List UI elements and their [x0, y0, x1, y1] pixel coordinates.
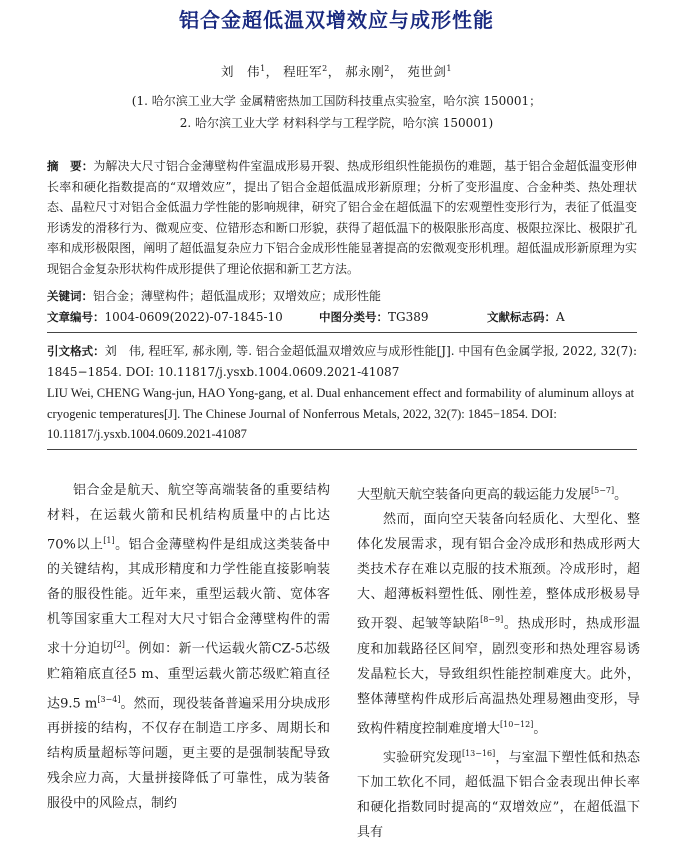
- reference-marker: [13−16]: [461, 748, 496, 758]
- body-paragraph-continued: 大型航天航空装备向更高的载运能力发展[5−7]。: [357, 486, 628, 503]
- abstract: [47, 156, 637, 279]
- author-list: 刘 伟$^1$， 程旺军$^2$， 郝永刚$^2$， 苑世剑$^1$: [221, 63, 452, 79]
- reference-marker: [5−7]: [591, 486, 615, 495]
- affiliation-1: (1. 哈尔滨工业大学 金属精密热加工国防科技重点实验室，哈尔滨 150001；: [131, 94, 542, 108]
- document-code-value: A: [556, 310, 565, 324]
- document-code-label: 文献标志码：: [487, 310, 556, 324]
- divider-top: [47, 332, 637, 333]
- citation-zh-text: 刘 伟, 程旺军, 郝永刚, 等. 铝合金超低温双增效应与成形性能[J]. 中国有色金属学报, 2022, 32(7): 1845−1854. DOI: 10.11817/j.ysxb.1004.0609.2021-41087: [47, 344, 637, 379]
- citation-en: LIU Wei, CHENG Wang-jun, HAO Yong-gang, et al. Dual enhancement effect and formability of aluminum alloys at cryogenic temperatures[J]. The Chinese Journal of Nonferrous Metals, 2022, 32(7): 1845−1854. DOI: 10.11817/j.ysxb.1004.0609.2021-41087: [47, 386, 635, 441]
- article-number-label: 文章编号：: [47, 310, 105, 324]
- author-2: 程旺军$^2$: [283, 63, 328, 79]
- body-column-left: [47, 478, 330, 816]
- clc-label: 中图分类号：: [319, 310, 388, 324]
- abstract-text: 为解决大尺寸铝合金薄壁构件室温成形易开裂、热成形组织性能损伤的难题，基于铝合金超低温变形伸长率和硬化指数提高的“双增效应”，提出了铝合金超低温成形新原理；分析了变形温度、合金种类、热处理状态、晶粒尺寸对铝合金低温力学性能的影响规律，研究了铝合金在超低温下的宏观塑性变形行为，表征了低温变形诱发的滑移行为、微观应变、位错形态和断口形貌，获得了超低温下的极限胀形高度、极限拉深比、极限扩孔率和成形极限图，阐明了超低温复杂应力下铝合金成形性能显著提高的宏微观变形机理。超低温成形新原理为实现铝合金复杂形状构件成形提供了理论依据和新工艺方法。: [47, 159, 638, 276]
- author-1: 刘 伟$^1$: [221, 63, 266, 79]
- reference-marker: [10−12]: [500, 719, 534, 729]
- citation-zh: [47, 341, 637, 382]
- reference-marker: [1]: [103, 536, 115, 545]
- body-column-right: [357, 478, 640, 845]
- body-paragraph: 铝合金是航天、航空等高端装备的重要结构材料，在运载火箭和民机结构质量中的占比达70%以上[1]。铝合金薄壁构件是组成这类装备中的关键结构，其成形精度和力学性能直接影响装备的服役性能。近年来，重型运载火箭、宽体客机等国家重大工程对大尺寸铝合金薄壁构件的需求十分迫切[2]。例如：新一代运载火箭CZ-5芯级贮箱箱底直径5 m、重型运载火箭芯级贮箱直径达9.5 m[3−4]。然而，现役装备普遍采用分块成形再拼接的结构，不仅存在制造工序多、周期长和结构质量超标等问题，更主要的是强制装配导致残余应力高，大量拼接降低了可靠性，成为装备服役中的风险点，制约: [47, 483, 330, 811]
- article-number: [47, 309, 283, 325]
- paper-title: 铝合金超低温双增效应与成形性能: [179, 8, 494, 32]
- affiliation-2: 2. 哈尔滨工业大学 材料科学与工程学院，哈尔滨 150001): [179, 116, 494, 130]
- author-4: 苑世剑$^1$: [407, 63, 452, 79]
- abstract-label: 摘 要：: [47, 159, 94, 173]
- body-paragraph: 然而，面向空天装备向轻质化、大型化、整体化发展需求，现有铝合金冷成形和热成形两大类技术存在难以克服的技术瓶颈。冷成形时，超大、超薄板料塑性低、刚性差，整体成形极易导致开裂、起皱等缺陷[8−9]。热成形时，热成形温度和加载路径区间窄，剧烈变形和热处理容易诱发晶粒长大，导致组织性能控制难度大。此外，整体薄壁构件成形后高温热处理易翘曲变形，导致构件精度控制难度增大[10−12]。: [357, 512, 640, 736]
- body-paragraph: 实验研究发现[13−16]，与室温下塑性低和热态下加工软化不同，超低温下铝合金表现出伸长率和硬化指数同时提高的“双增效应”，在超低温下具有: [357, 748, 640, 841]
- reference-marker: [3−4]: [97, 694, 121, 704]
- reference-marker: [8−9]: [480, 615, 504, 625]
- article-number-value: 1004-0609(2022)-07-1845-10: [104, 310, 283, 324]
- document-code: [487, 309, 565, 325]
- keywords: [47, 287, 381, 304]
- clc-number: [319, 309, 429, 325]
- keywords-text: 铝合金；薄壁构件；超低温成形；双增效应；成形性能: [93, 289, 382, 303]
- author-3: 郝永刚$^2$: [345, 63, 390, 79]
- citation-label: 引文格式：: [47, 344, 105, 358]
- divider-bottom: [47, 449, 637, 450]
- clc-value: TG389: [388, 310, 429, 324]
- reference-marker: [2]: [113, 640, 125, 650]
- keywords-label: 关键词：: [47, 289, 93, 303]
